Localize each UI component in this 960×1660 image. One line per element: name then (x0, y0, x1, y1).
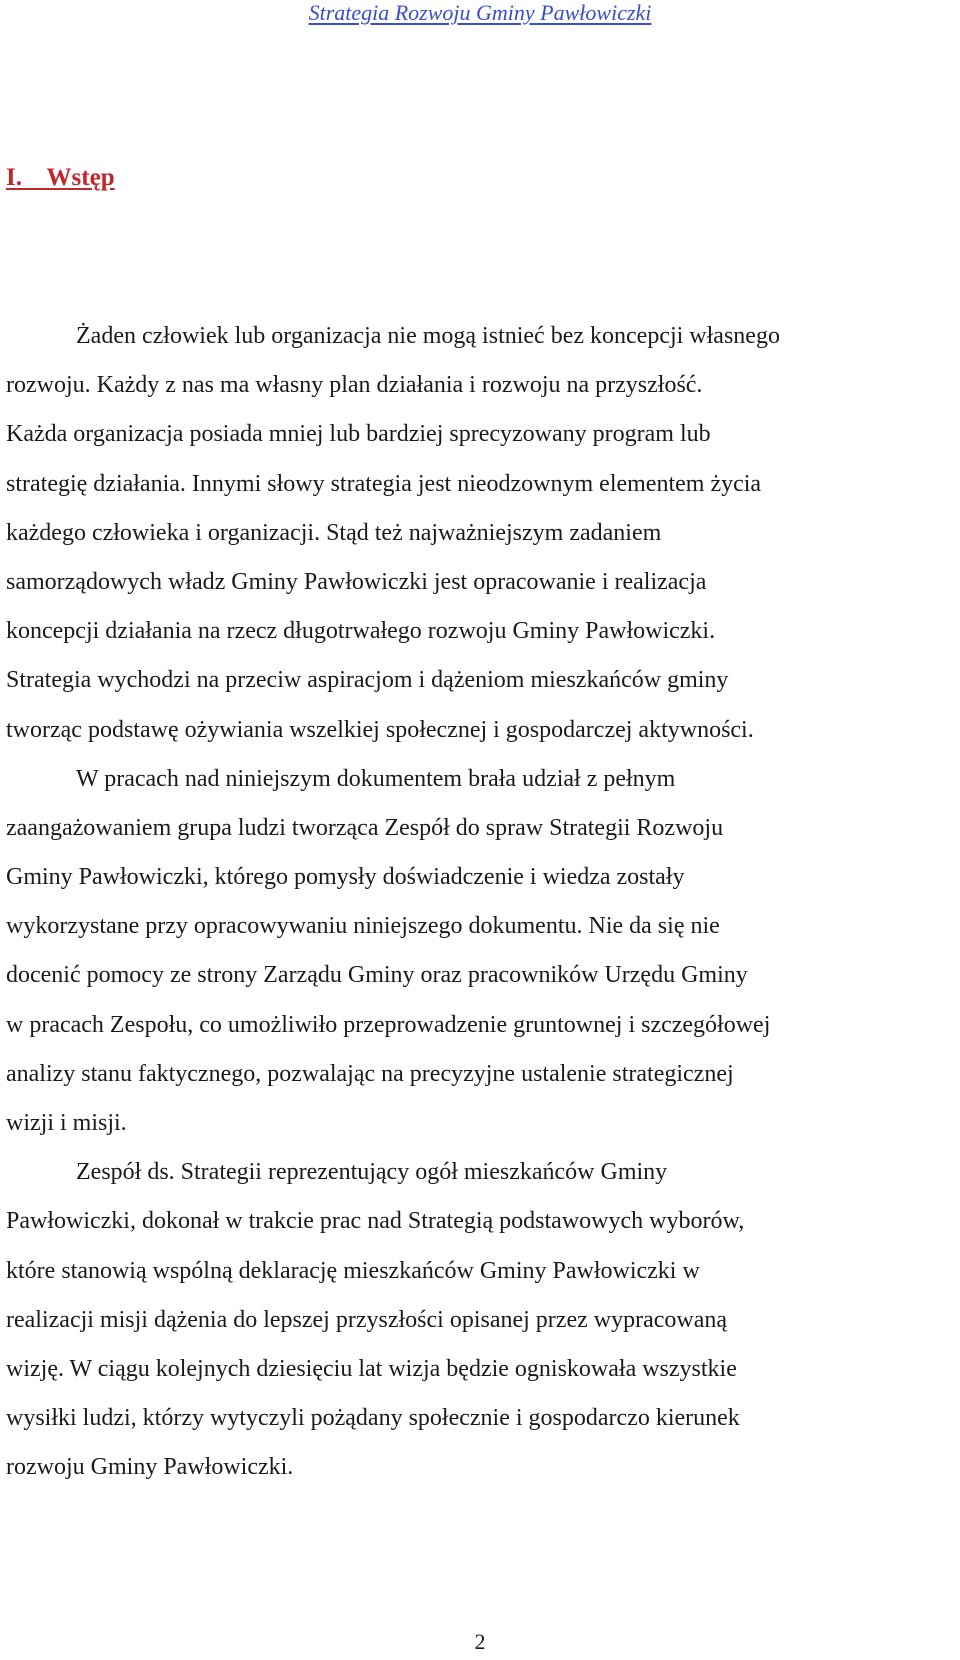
paragraph-line: strategię działania. Innymi słowy strategia jest nieodzownym elementem życia (6, 470, 762, 497)
paragraph-line: wysiłki ludzi, którzy wytyczyli pożądany społecznie i gospodarczo kierunek (6, 1405, 740, 1432)
paragraph-line: W pracach nad niniejszym dokumentem brała udział z pełnym (76, 765, 676, 792)
paragraph-line: docenić pomocy ze strony Zarządu Gminy oraz pracowników Urzędu Gminy (6, 962, 748, 989)
paragraph-line: koncepcji działania na rzecz długotrwałego rozwoju Gminy Pawłowiczki. (6, 618, 716, 645)
section-number: I. (6, 164, 22, 191)
page-number: 2 (474, 1629, 486, 1654)
paragraph-line: analizy stanu faktycznego, pozwalając na precyzyjne ustalenie strategicznej (6, 1060, 734, 1087)
paragraph-line: rozwoju Gminy Pawłowiczki. (6, 1454, 294, 1481)
paragraph-line: wizji i misji. (6, 1110, 127, 1136)
paragraph-line: w pracach Zespołu, co umożliwiło przeprowadzenie gruntownej i szczegółowej (6, 1011, 771, 1038)
paragraph-line: rozwoju. Każdy z nas ma własny plan działania i rozwoju na przyszłość. (6, 372, 703, 399)
paragraph-line: wizję. W ciągu kolejnych dziesięciu lat wizja będzie ogniskowała wszystkie (6, 1355, 737, 1382)
paragraph-line: samorządowych władz Gminy Pawłowiczki jest opracowanie i realizacja (6, 568, 707, 595)
paragraph-line: Pawłowiczki, dokonał w trakcie prac nad Strategią podstawowych wyborów, (6, 1208, 745, 1235)
running-header (0, 0, 960, 26)
paragraph-line: realizacji misji dążenia do lepszej przyszłości opisanej przez wypracowaną (6, 1306, 728, 1333)
paragraph-line: każdego człowieka i organizacji. Stąd też najważniejszym zadaniem (6, 519, 662, 546)
paragraph-line: Zespół ds. Strategii reprezentujący ogół mieszkańców Gminy (76, 1159, 668, 1186)
paragraph-line: zaangażowaniem grupa ludzi tworząca Zespół do spraw Strategii Rozwoju (6, 814, 724, 841)
document-body (6, 312, 960, 1493)
paragraph-line: Żaden człowiek lub organizacja nie mogą istnieć bez koncepcji własnego (76, 323, 780, 349)
paragraph-line: Gminy Pawłowiczki, którego pomysły doświadczenie i wiedza zostały (6, 864, 685, 891)
section-heading (6, 163, 115, 193)
section-title: Wstęp (46, 164, 115, 191)
running-header-title: Strategia Rozwoju Gminy Pawłowiczki (308, 0, 652, 25)
paragraph-line: Strategia wychodzi na przeciw aspiracjom i dążeniom mieszkańców gminy (6, 667, 729, 694)
paragraph-line: tworząc podstawę ożywiania wszelkiej społecznej i gospodarczej aktywności. (6, 716, 754, 743)
paragraph-line: które stanowią wspólną deklarację mieszkańców Gminy Pawłowiczki w (6, 1257, 700, 1284)
paragraph-line: wykorzystane przy opracowywaniu niniejszego dokumentu. Nie da się nie (6, 913, 720, 940)
paragraph-line: Każda organizacja posiada mniej lub bardziej sprecyzowany program lub (6, 421, 711, 448)
